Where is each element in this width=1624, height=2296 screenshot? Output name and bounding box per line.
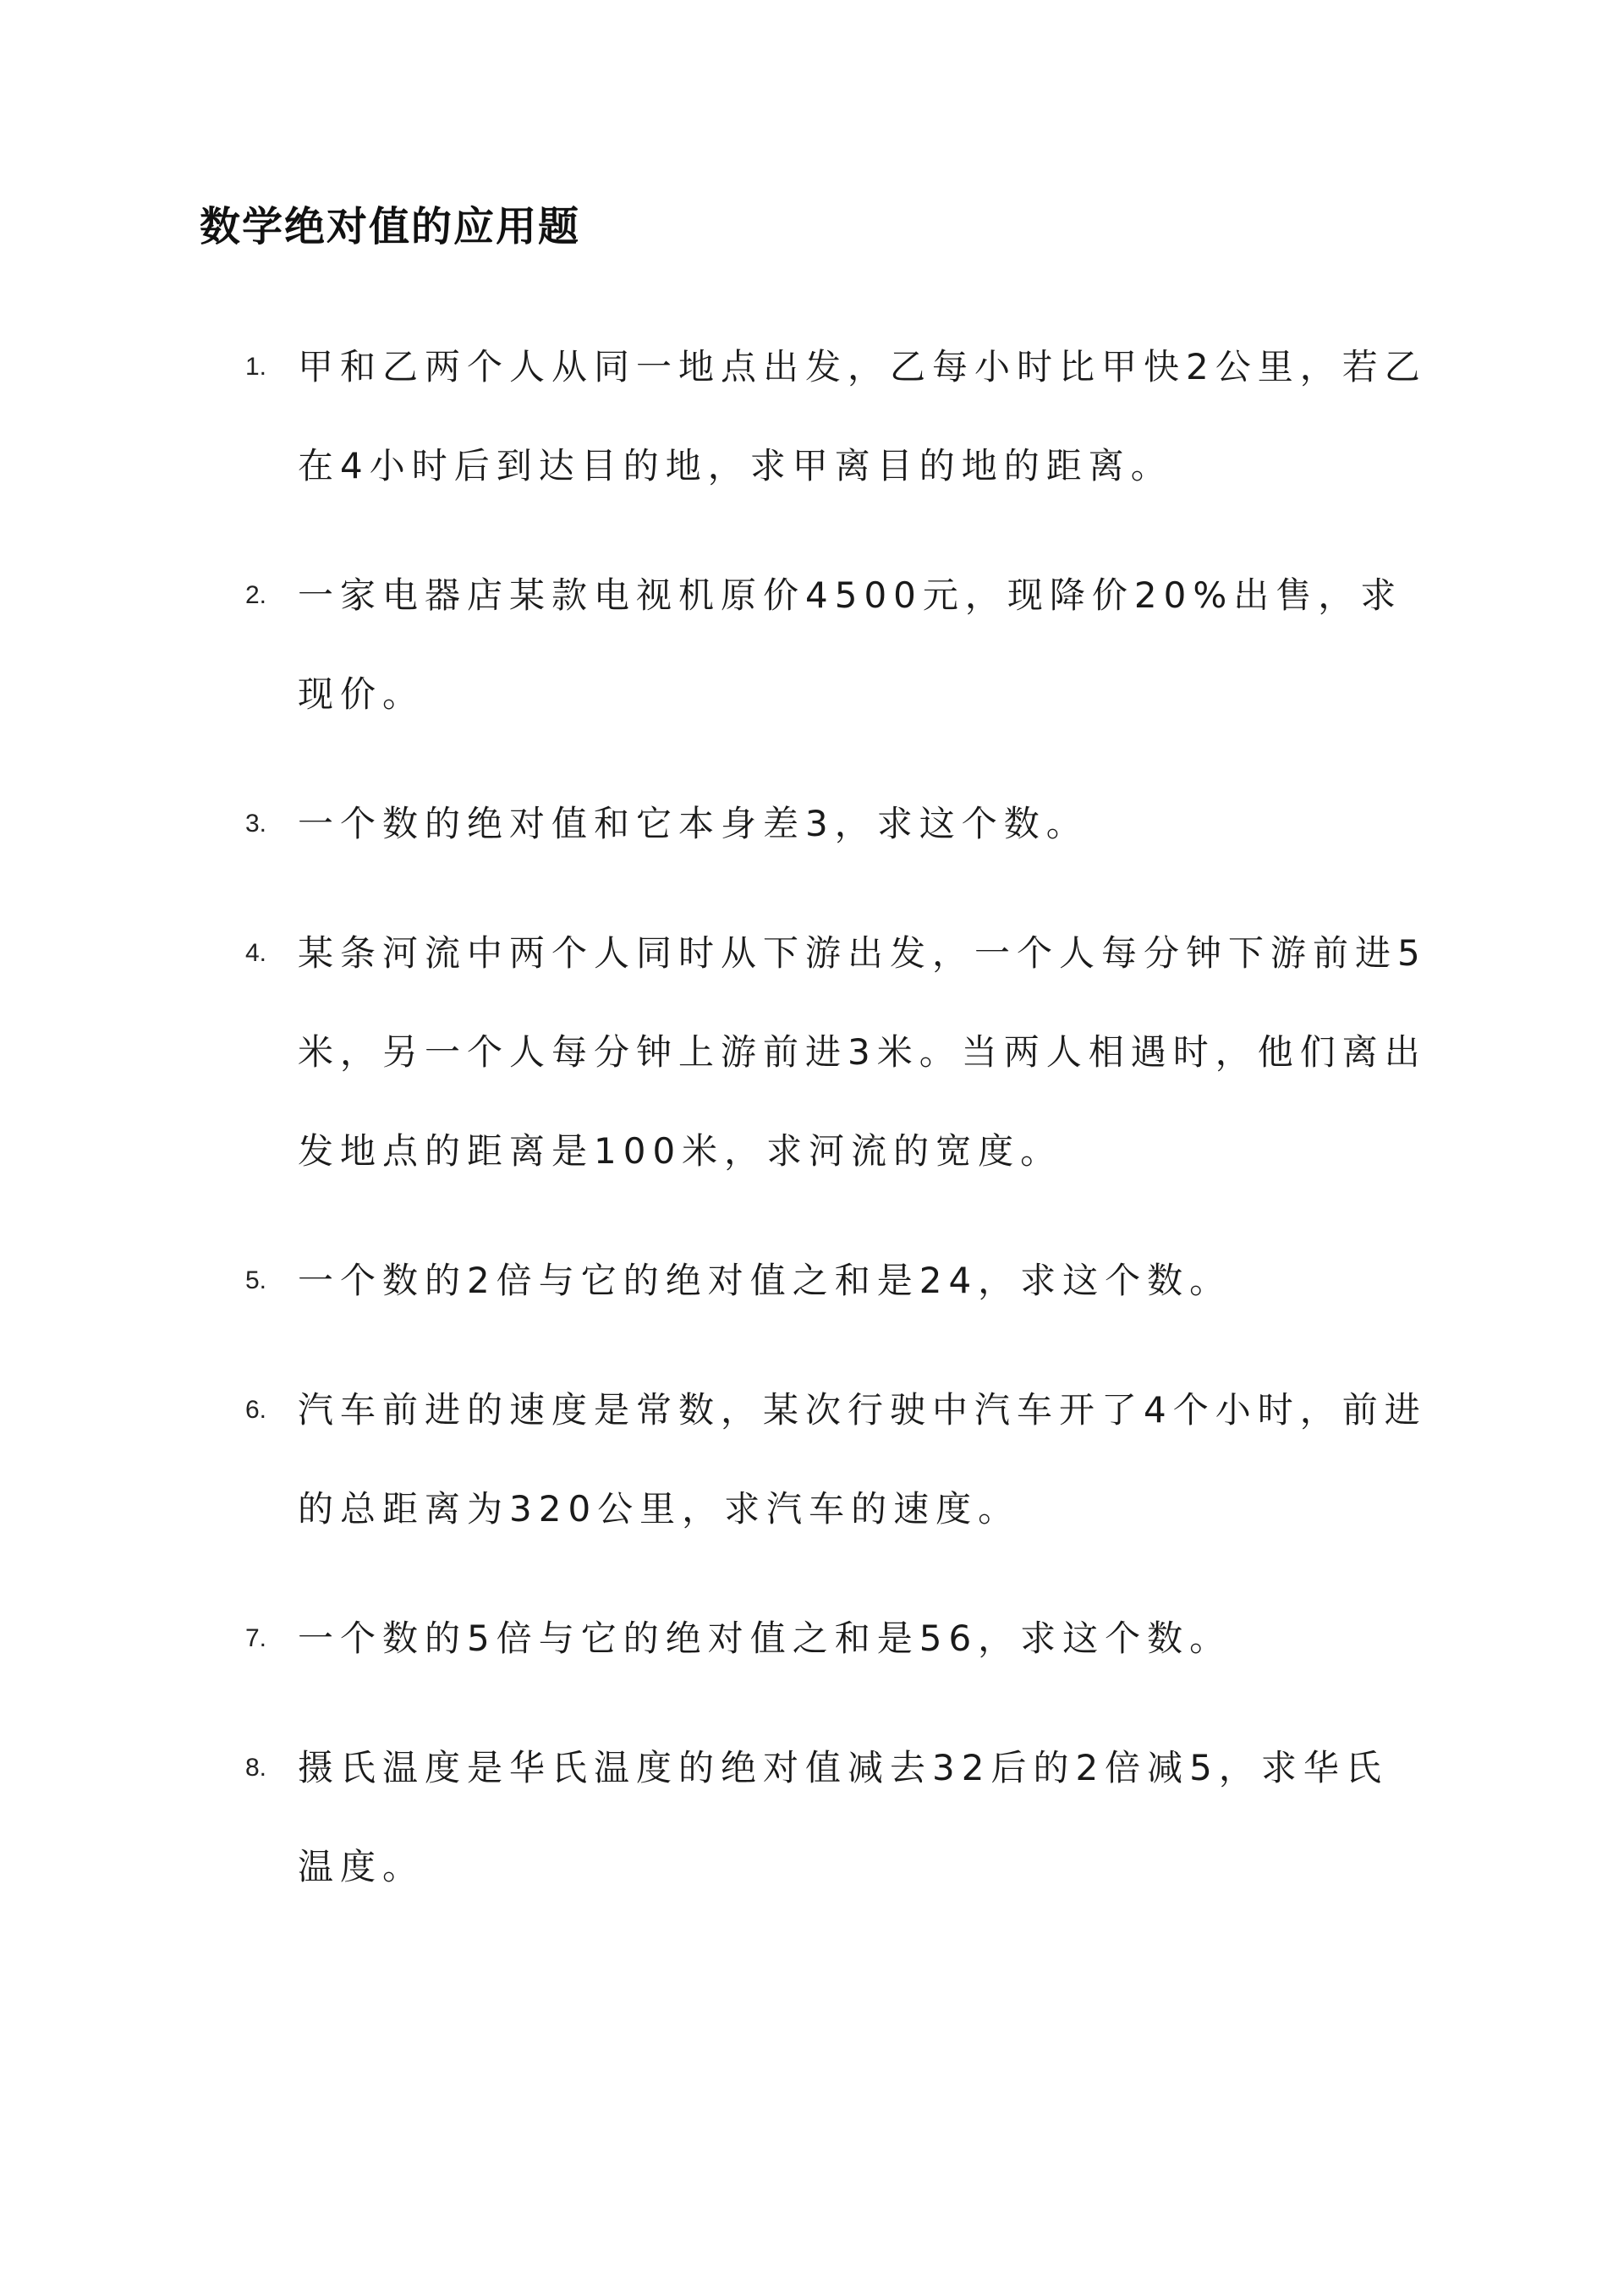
document-title: 数学绝对值的应用题 <box>200 203 581 250</box>
question-text: 一家电器店某款电视机原价4500元，现降价20%出售，求现价。 <box>298 574 1403 715</box>
question-item <box>245 1231 1429 1330</box>
question-number: 1. <box>245 353 267 381</box>
question-number: 3. <box>245 810 267 838</box>
question-text: 某条河流中两个人同时从下游出发，一个人每分钟下游前进5米，另一个人每分钟上游前进3米。当两人相遇时，他们离出发地点的距离是100米，求河流的宽度。 <box>298 932 1427 1172</box>
question-item <box>245 904 1429 1200</box>
question-number: 6. <box>245 1396 267 1424</box>
question-item <box>245 317 1429 515</box>
question-number: 7. <box>245 1624 267 1652</box>
question-text: 甲和乙两个人从同一地点出发，乙每小时比甲快2公里，若乙在4小时后到达目的地，求甲离目的地的距离。 <box>298 346 1427 486</box>
question-number: 5. <box>245 1266 267 1294</box>
question-item <box>245 1718 1429 1916</box>
question-number: 8. <box>245 1754 267 1782</box>
question-item <box>245 546 1429 744</box>
question-item <box>245 774 1429 873</box>
question-number: 2. <box>245 581 267 609</box>
question-list <box>245 317 1429 1947</box>
question-item <box>245 1360 1429 1558</box>
question-text: 摄氏温度是华氏温度的绝对值减去32后的2倍减5，求华氏温度。 <box>298 1747 1388 1887</box>
question-number: 4. <box>245 939 267 967</box>
question-text: 汽车前进的速度是常数，某次行驶中汽车开了4个小时，前进的总距离为320公里，求汽车的速度。 <box>298 1389 1427 1530</box>
question-text: 一个数的2倍与它的绝对值之和是24，求这个数。 <box>298 1260 1232 1301</box>
question-text: 一个数的5倍与它的绝对值之和是56，求这个数。 <box>298 1618 1232 1659</box>
question-item <box>245 1589 1429 1688</box>
question-text: 一个数的绝对值和它本身差3，求这个数。 <box>298 803 1089 844</box>
